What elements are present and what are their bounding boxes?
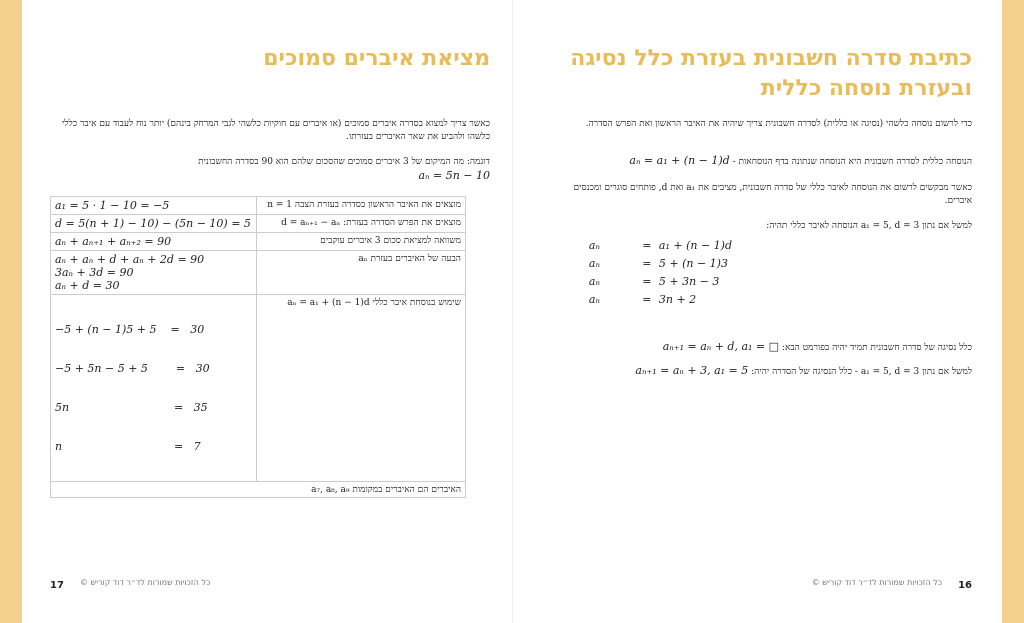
general-formula: aₙ = a₁ + (n − 1)d: [629, 154, 730, 167]
page-number: 17: [50, 580, 64, 591]
step-description: הבעה של האיברים בעזרת aₙ: [257, 251, 466, 295]
title-line-2: ובעזרת נוסחה כללית: [760, 76, 972, 101]
page-title: [552, 44, 972, 104]
derivation-block: [589, 236, 732, 308]
derivation-row: aₙ = 5 + (n − 1)3: [588, 256, 728, 270]
table-row: [51, 215, 466, 233]
paragraph-3: כאשר מבקשים לרשום את הנוסחה לאיבר כללי של סדרה חשבונית, מציבים את a₁ ואת d, פותחים סוגרים ומכנסים איברים.: [573, 183, 972, 206]
paragraph-5: כלל נסיגה של סדרה חשבונית תמיד יהיה בפורמט הבא: aₙ₊₁ = aₙ + d, a₁ = □: [662, 340, 972, 353]
copyright-footer: כל הזכויות שמורות לד״ר דוד קוריש ©: [811, 578, 942, 587]
step-description: משוואה למציאת סכום 3 איברים עוקבים: [257, 233, 466, 251]
page-fold: [512, 0, 513, 623]
step-description: שימוש בנוסחת איבר כללי aₙ = a₁ + (n − 1)d: [257, 295, 466, 482]
paragraph-6: למשל אם נתון a₁ = 5, d = 3 - כלל הנסיגה של הסדרה יהיה: aₙ₊₁ = aₙ + 3, a₁ = 5: [635, 364, 972, 377]
step-equation: a₁ = 5 · 1 − 10 = −5: [51, 197, 257, 215]
left-page: [50, 0, 490, 623]
step-equation: aₙ + aₙ + d + aₙ + 2d = 90 3aₙ + 3d = 90 aₙ + d = 30: [51, 251, 257, 295]
step-equation: d = 5(n + 1) − 10) − (5n − 10) = 5: [51, 215, 257, 233]
table-row: [51, 295, 466, 482]
title-line-1: כתיבת סדרה חשבונית בעזרת כלל נסיגה: [570, 46, 972, 71]
table-row: [51, 251, 466, 295]
example-formula: aₙ = 5n − 10: [418, 169, 490, 182]
book-spread: [22, 0, 1002, 623]
right-page: [552, 0, 972, 623]
page-number: 16: [958, 580, 972, 591]
paragraph-2: הנוסחה כללית לסדרה חשבונית היא הנוסחה שנתונה בדף הנוסחאות - aₙ = a₁ + (n − 1)d: [629, 154, 972, 167]
table-row: [51, 233, 466, 251]
step-description: האיברים הם האיברים במקומות a₇, a₈, a₉: [51, 482, 466, 498]
step-description: מוצאים את האיבר הראשון בסדרה בעזרת הצבה n = 1: [257, 197, 466, 215]
example-text: דוגמה: מה המיקום של 3 איברים סמוכים שהסכום שלהם הוא 90 בסדרה החשבונית: [198, 157, 490, 167]
example-paragraph: [50, 156, 490, 184]
recursion-format: aₙ₊₁ = aₙ + d, a₁ = □: [662, 340, 780, 353]
step-equation: aₙ + aₙ₊₁ + aₙ₊₂ = 90: [51, 233, 257, 251]
step-description: מוצאים את הפרש הסדרה בעזרת: d = aₙ₊₁ − aₙ: [257, 215, 466, 233]
recursion-example: aₙ₊₁ = aₙ + 3, a₁ = 5: [635, 364, 749, 377]
intro-paragraph: כאשר צריך למצוא בסדרה איברים סמוכים (או איברים עם חוקיות כלשהי לגבי המרחק בינהם) יותר נוח לעבוד עם איבר כללי כלשהו ולהביע את שאר האיברים בעזרתו.: [61, 119, 490, 142]
step-equation: −5 + (n − 1)5 + 5 = 30 −5 + 5n − 5 + 5 = 30 5n = 35 n = 7: [51, 295, 257, 482]
paragraph-4: למשל אם נתון a₁ = 5, d = 3 הנוסחה לאיבר כללי תהיה:: [766, 221, 972, 231]
page-title: מציאת איברים סמוכים: [263, 46, 490, 71]
table-row: [51, 197, 466, 215]
derivation-row: aₙ = 3n + 2: [588, 292, 697, 306]
paragraph-1: כדי לרשום נוסחה כלשהי (נסיגה או כללית) לסדרה חשבונית צריך שיהיה את האיבר הראשון ואת הפרש הסדרה.: [585, 119, 972, 129]
copyright-footer: כל הזכויות שמורות לד״ר דוד קוריש ©: [80, 578, 211, 587]
solution-table: [50, 196, 466, 498]
derivation-row: aₙ = a₁ + (n − 1)d: [588, 238, 732, 252]
table-row: [51, 482, 466, 498]
derivation-row: aₙ = 5 + 3n − 3: [588, 274, 720, 288]
